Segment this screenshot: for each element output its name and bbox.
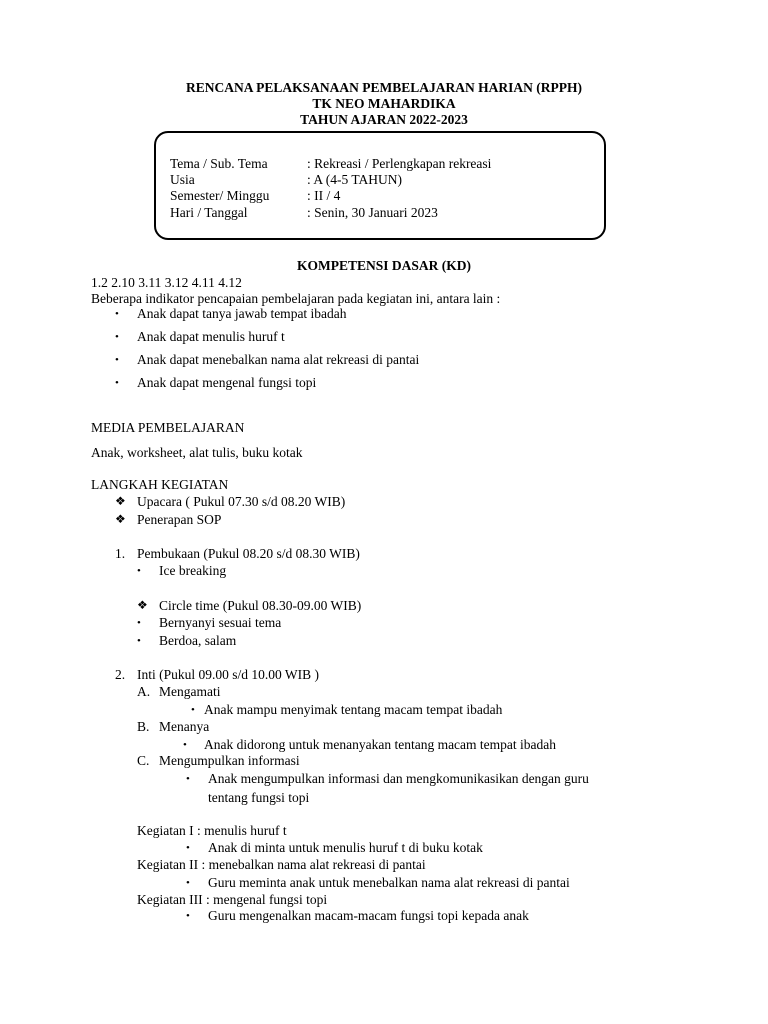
circle-time-bullet: Bernyanyi sesuai tema	[159, 615, 282, 630]
bullet-icon: •	[183, 739, 187, 751]
kegiatan-title: Kegiatan II : menebalkan nama alat rekreasi di pantai	[137, 857, 426, 872]
langkah-heading: LANGKAH KEGIATAN	[91, 477, 229, 492]
kegiatan-title: Kegiatan I : menulis huruf t	[137, 823, 287, 838]
sub-letter: C.	[137, 753, 150, 768]
bullet-icon: •	[115, 308, 119, 320]
kd-intro: Beberapa indikator pencapaian pembelajaran pada kegiatan ini, antara lain :	[91, 291, 501, 306]
pre-item-upacara: Upacara ( Pukul 07.30 s/d 08.20 WIB)	[137, 494, 346, 509]
indicator-item: Anak dapat tanya jawab tempat ibadah	[137, 306, 347, 321]
diamond-bullet-icon: ❖	[137, 598, 148, 612]
inti-a-bullet: Anak mampu menyimak tentang macam tempat ibadah	[204, 702, 503, 717]
kegiatan-bullet: Anak di minta untuk menulis huruf t di buku kotak	[208, 840, 483, 855]
kd-heading: KOMPETENSI DASAR (KD)	[296, 258, 471, 273]
info-value: : Senin, 30 Januari 2023	[307, 205, 438, 220]
circle-time-title: Circle time (Pukul 08.30-09.00 WIB)	[159, 598, 362, 613]
indicator-item: Anak dapat menebalkan nama alat rekreasi di pantai	[137, 352, 420, 367]
inti-b-bullet: Anak didorong untuk menanyakan tentang macam tempat ibadah	[204, 737, 557, 752]
section-number: 1.	[115, 546, 126, 561]
diamond-bullet-icon: ❖	[115, 512, 126, 526]
kegiatan-bullet: Guru mengenalkan macam-macam fungsi topi kepada anak	[208, 908, 529, 923]
kegiatan-title: Kegiatan III : mengenal fungsi topi	[137, 892, 328, 907]
pembukaan-title: Pembukaan (Pukul 08.20 s/d 08.30 WIB)	[137, 546, 360, 561]
bullet-icon: •	[137, 635, 141, 647]
info-label: Hari / Tanggal	[170, 205, 248, 220]
school-name: TK NEO MAHARDIKA	[312, 96, 456, 111]
kegiatan-bullet: Guru meminta anak untuk menebalkan nama alat rekreasi di pantai	[208, 875, 570, 890]
inti-c-title: Mengumpulkan informasi	[159, 753, 300, 768]
bullet-icon: •	[115, 331, 119, 343]
inti-a-title: Mengamati	[159, 684, 221, 699]
bullet-icon: •	[137, 565, 141, 577]
info-label: Usia	[170, 172, 195, 187]
info-label: Semester/ Minggu	[170, 188, 270, 203]
media-items: Anak, worksheet, alat tulis, buku kotak	[91, 445, 303, 460]
inti-b-title: Menanya	[159, 719, 210, 734]
diamond-bullet-icon: ❖	[115, 494, 126, 508]
info-value: : II / 4	[307, 188, 341, 203]
bullet-icon: •	[115, 377, 119, 389]
info-label: Tema / Sub. Tema	[170, 156, 268, 171]
indicator-item: Anak dapat menulis huruf t	[137, 329, 285, 344]
sub-letter: A.	[137, 684, 151, 699]
kd-codes: 1.2 2.10 3.11 3.12 4.11 4.12	[91, 275, 242, 290]
pembukaan-bullet: Ice breaking	[159, 563, 227, 578]
academic-year: TAHUN AJARAN 2022-2023	[300, 112, 468, 127]
section-number: 2.	[115, 667, 126, 682]
sub-letter: B.	[137, 719, 150, 734]
bullet-icon: •	[186, 877, 190, 889]
circle-time-bullet: Berdoa, salam	[159, 633, 237, 648]
bullet-icon: •	[186, 910, 190, 922]
info-value: : Rekreasi / Perlengkapan rekreasi	[307, 156, 492, 171]
bullet-icon: •	[137, 617, 141, 629]
document-title: RENCANA PELAKSANAAN PEMBELAJARAN HARIAN (RPPH)	[185, 80, 582, 95]
inti-title: Inti (Pukul 09.00 s/d 10.00 WIB )	[137, 667, 319, 682]
inti-c-bullet-line1: Anak mengumpulkan informasi dan mengkomunikasikan dengan guru	[208, 771, 589, 786]
bullet-icon: •	[186, 842, 190, 854]
info-value: : A (4-5 TAHUN)	[307, 172, 403, 187]
inti-c-bullet-line2: tentang fungsi topi	[208, 790, 310, 805]
pre-item-sop: Penerapan SOP	[137, 512, 222, 527]
indicator-item: Anak dapat mengenal fungsi topi	[137, 375, 317, 390]
bullet-icon: •	[186, 773, 190, 785]
bullet-icon: •	[115, 354, 119, 366]
media-heading: MEDIA PEMBELAJARAN	[91, 420, 245, 435]
bullet-icon: •	[191, 704, 195, 716]
